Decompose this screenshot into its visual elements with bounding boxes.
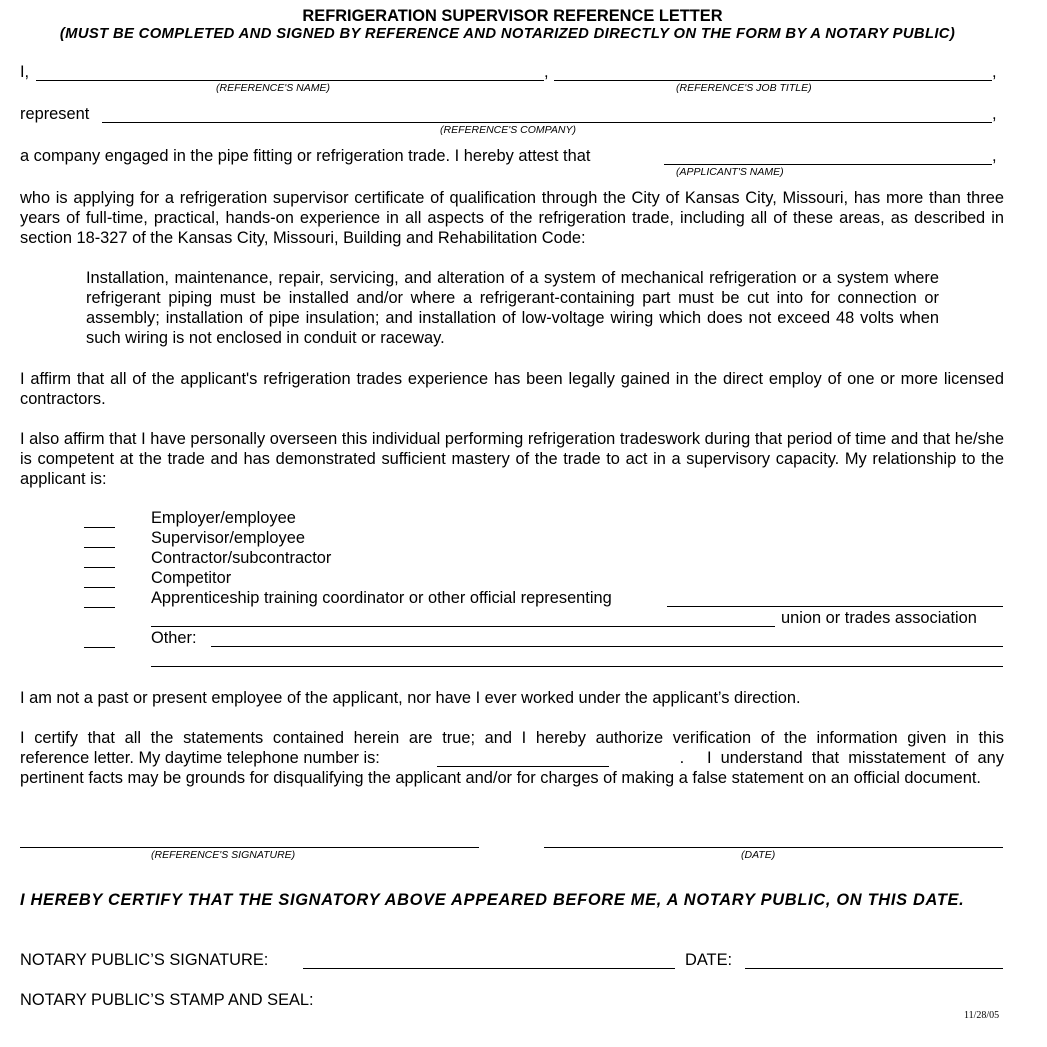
comma: , [992, 147, 997, 165]
form-subtitle: (MUST BE COMPLETED AND SIGNED BY REFERENCE AND NOTARIZED DIRECTLY ON THE FORM BY A NOTARY PUBLIC) [59, 26, 956, 42]
notary-stamp-label: NOTARY PUBLIC’S STAMP AND SEAL: [20, 991, 314, 1009]
affirm-experience-paragraph: I affirm that all of the applicant's refrigeration trades experience has been legally gained in the direct employ of one or more licensed contractors. [20, 370, 1004, 408]
checkbox-competitor[interactable] [84, 587, 115, 588]
notary-date-label: DATE: [685, 951, 733, 969]
checkbox-other[interactable] [84, 647, 115, 648]
revision-date: 11/28/05 [964, 1010, 1000, 1021]
reference-signature-caption: (REFERENCE'S SIGNATURE) [151, 849, 296, 861]
comma: , [992, 105, 997, 123]
applicant-name-field[interactable] [664, 164, 992, 165]
intro-paragraph: who is applying for a refrigeration supervisor certificate of qualification through the City of Kansas City, Missouri, has more than three years of full-time, practical, hands-on experience in all aspects of the refrigeration trade, including all of these areas, as described in section 18-327 of the Kansas City, Missouri, Building and Rehabilitation Code: [20, 189, 1004, 247]
certify-line-2b: . I understand that misstatement of any [679, 749, 1004, 767]
i-label: I, [20, 63, 30, 81]
checkbox-supervisor[interactable] [84, 547, 115, 548]
telephone-field[interactable] [437, 766, 609, 767]
option-supervisor: Supervisor/employee [151, 529, 305, 547]
notary-signature-field[interactable] [303, 968, 675, 969]
other-field[interactable] [211, 646, 1003, 647]
certify-line-3: pertinent facts may be grounds for disqualifying the applicant and/or for charges of making a false statement on an official document. [20, 769, 981, 787]
attest-text: a company engaged in the pipe fitting or refrigeration trade. I hereby attest that [20, 147, 591, 165]
checkbox-employer[interactable] [84, 527, 115, 528]
reference-name-caption: (REFERENCE'S NAME) [216, 82, 331, 94]
reference-job-title-caption: (REFERENCE'S JOB TITLE) [676, 82, 812, 94]
other-label: Other: [151, 629, 197, 647]
association-field-line-2[interactable] [151, 626, 775, 627]
signature-date-field[interactable] [544, 847, 1003, 848]
association-field[interactable] [667, 606, 1003, 607]
option-competitor: Competitor [151, 569, 232, 587]
comma: , [544, 63, 549, 81]
option-apprenticeship: Apprenticeship training coordinator or other official representing [151, 589, 612, 607]
reference-company-caption: (REFERENCE'S COMPANY) [440, 124, 576, 136]
notary-signature-label: NOTARY PUBLIC’S SIGNATURE: [20, 951, 269, 969]
certify-line-1: I certify that all the statements contained herein are true; and I hereby authorize verification of the information given in this [20, 729, 1004, 747]
represent-label: represent [20, 105, 90, 123]
applicant-name-caption: (APPLICANT'S NAME) [676, 166, 784, 178]
reference-company-field[interactable] [102, 122, 992, 123]
reference-job-title-field[interactable] [554, 80, 992, 81]
not-employee-statement: I am not a past or present employee of the applicant, nor have I ever worked under the applicant’s direction. [20, 689, 801, 707]
checkbox-contractor[interactable] [84, 567, 115, 568]
reference-signature-field[interactable] [20, 847, 479, 848]
scope-paragraph: Installation, maintenance, repair, servicing, and alteration of a system of mechanical refrigeration or a system where refrigerant piping must be installed and/or where a refrigerant-containing part must be cut into for connection or assembly; installation of pipe insulation; and installation of low-voltage wiring which does not exceed 48 volts when such wiring is not enclosed in conduit or raceway. [86, 269, 939, 347]
option-contractor: Contractor/subcontractor [151, 549, 332, 567]
reference-name-field[interactable] [36, 80, 544, 81]
certify-line-2a: reference letter. My daytime telephone number is: [20, 749, 380, 767]
other-field-line-2[interactable] [151, 666, 1003, 667]
union-text: union or trades association [781, 609, 977, 627]
comma: , [992, 63, 997, 81]
checkbox-apprenticeship[interactable] [84, 607, 115, 608]
notary-date-field[interactable] [745, 968, 1003, 969]
signature-date-caption: (DATE) [741, 849, 776, 861]
notary-certification: I HEREBY CERTIFY THAT THE SIGNATORY ABOVE APPEARED BEFORE ME, A NOTARY PUBLIC, ON THIS DATE. [20, 891, 965, 909]
option-employer: Employer/employee [151, 509, 296, 527]
affirm-oversight-paragraph: I also affirm that I have personally overseen this individual performing refrigeration tradeswork during that period of time and that he/she is competent at the trade and has demonstrated sufficient mastery of the trade to act in a supervisory capacity. My relationship to the applicant is: [20, 430, 1004, 488]
form-title: REFRIGERATION SUPERVISOR REFERENCE LETTER [302, 7, 723, 25]
